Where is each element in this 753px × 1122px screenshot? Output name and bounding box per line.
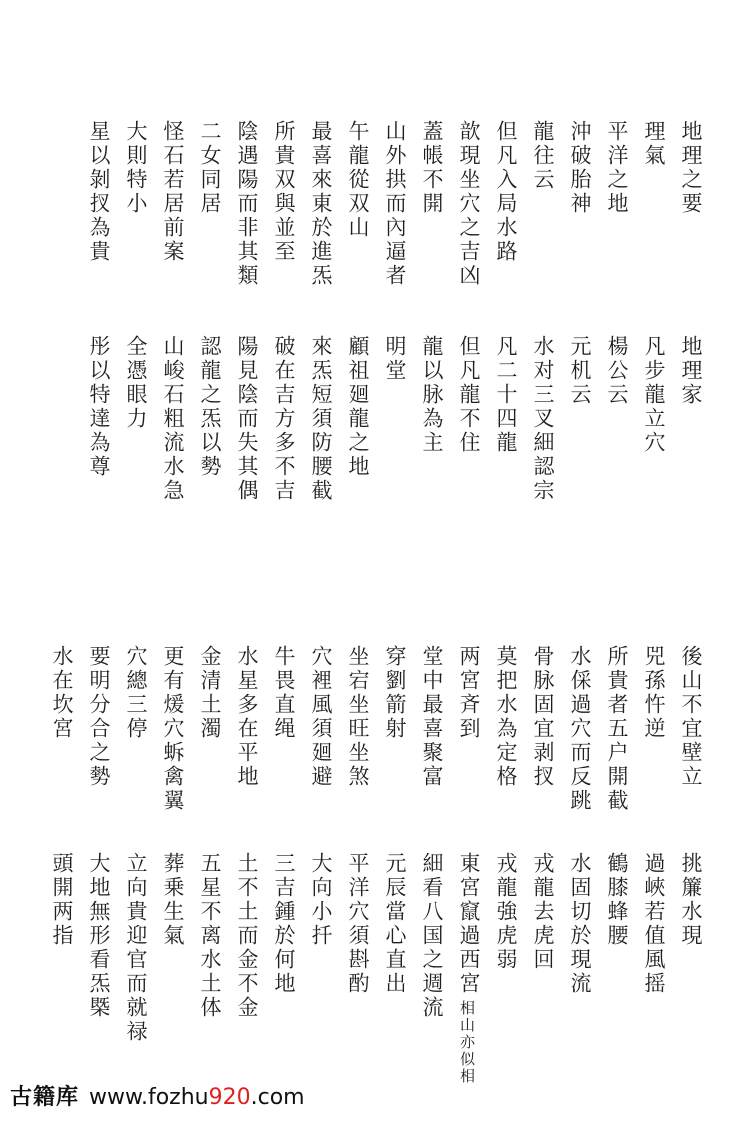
text-column: 凡二十四龍	[494, 335, 518, 455]
site-url-number: 920	[208, 1085, 251, 1110]
text-column: 兕孫忤逆	[642, 645, 666, 741]
text-column: 大向小扦	[309, 852, 333, 948]
text-column: 元辰當心直出	[383, 852, 407, 996]
text-column: 穿劉箭射	[383, 645, 407, 741]
text-column: 元机云	[568, 335, 592, 407]
text-column: 細看八国之週流	[420, 852, 444, 1020]
text-column: 山外拱而內逼者	[383, 120, 407, 288]
text-column: 理氣	[642, 120, 666, 168]
text-column: 但凡入局水路	[494, 120, 518, 264]
site-watermark	[10, 1082, 305, 1114]
text-column: 星以剝扠為貴	[87, 120, 111, 264]
text-column: 三吉鍾於何地	[272, 852, 296, 996]
text-column: 頭開两指	[50, 852, 74, 948]
text-column: 水对三叉細認宗	[531, 335, 555, 503]
text-column: 穴總三停	[124, 645, 148, 741]
text-column: 地理之要	[679, 120, 703, 216]
text-column: 穴裡風須廻避	[309, 645, 333, 789]
text-column: 所貴双與並至	[272, 120, 296, 264]
text-column: 東宮竄過西宮	[457, 852, 481, 996]
text-column: 戎龍去虎回	[531, 852, 555, 972]
text-column: 水星多在平地	[235, 645, 259, 789]
text-column: 堂中最喜聚富	[420, 645, 444, 789]
text-column: 水在坎宮	[50, 645, 74, 741]
text-column: 怪石若居前案	[161, 120, 185, 264]
text-column: 戎龍強虎弱	[494, 852, 518, 972]
text-column: 來炁短須防腰截	[309, 335, 333, 503]
text-column: 後山不宜壁立	[679, 645, 703, 789]
text-column: 骨脉固宜剥扠	[531, 645, 555, 789]
text-column: 龍以脉為主	[420, 335, 444, 455]
text-column: 更有煖穴蚸禽翼	[161, 645, 185, 813]
text-column: 五星不离水土体	[198, 852, 222, 1020]
text-column: 莫把水為定格	[494, 645, 518, 789]
text-column: 挑簾水現	[679, 852, 703, 948]
text-column: 两宮斉到	[457, 645, 481, 741]
text-column: 地理家	[679, 335, 703, 407]
text-column: 葬乗生氣	[161, 852, 185, 948]
text-column: 所貴者五户開截	[605, 645, 629, 813]
text-column: 認龍之炁以勢	[198, 335, 222, 479]
text-column: 陰遇陽而非其類	[235, 120, 259, 288]
text-column: 土不土而金不金	[235, 852, 259, 1020]
text-column: 鶴膝蜂腰	[605, 852, 629, 948]
text-column: 水固切於現流	[568, 852, 592, 996]
text-column: 二女同居	[198, 120, 222, 216]
text-column: 歆現坐穴之吉凶	[457, 120, 481, 288]
text-column: 凡步龍立穴	[642, 335, 666, 455]
text-column: 牛畏直绳	[272, 645, 296, 741]
text-column: 山峻石粗流水急	[161, 335, 185, 503]
text-column: 彤以特達為尊	[87, 335, 111, 479]
text-column: 水倸過穴而反跳	[568, 645, 592, 813]
text-column: 最喜來東於進炁	[309, 120, 333, 288]
site-url-prefix: www.fozhu	[89, 1085, 209, 1110]
text-column: 全憑眼力	[124, 335, 148, 431]
text-column: 午龍從双山	[346, 120, 370, 240]
text-column: 蓋帳不開	[420, 120, 444, 216]
text-column: 沖破胎神	[568, 120, 592, 216]
site-name: 古籍库	[10, 1085, 80, 1110]
text-column: 但凡龍不住	[457, 335, 481, 455]
text-column: 破在吉方多不吉	[272, 335, 296, 503]
text-column: 金清土濁	[198, 645, 222, 741]
annotation-note: 相山亦似相	[458, 1000, 476, 1085]
text-column: 楊公云	[605, 335, 629, 407]
text-column: 大則特小	[124, 120, 148, 216]
text-column: 平洋之地	[605, 120, 629, 216]
site-url	[89, 1085, 305, 1110]
text-column: 陽見陰而失其偶	[235, 335, 259, 503]
text-column: 過峽若值風摇	[642, 852, 666, 996]
text-column: 立向貴迎官而就禄	[124, 852, 148, 1044]
text-column: 大地無形看炁槩	[87, 852, 111, 1020]
text-column: 明堂	[383, 335, 407, 383]
text-column: 坐宕坐旺坐煞	[346, 645, 370, 789]
text-column: 要明分合之勢	[87, 645, 111, 789]
text-column: 龍往云	[531, 120, 555, 192]
site-url-suffix: .com	[250, 1085, 305, 1110]
text-column: 顧祖廻龍之地	[346, 335, 370, 479]
text-column: 平洋穴須斟酌	[346, 852, 370, 996]
